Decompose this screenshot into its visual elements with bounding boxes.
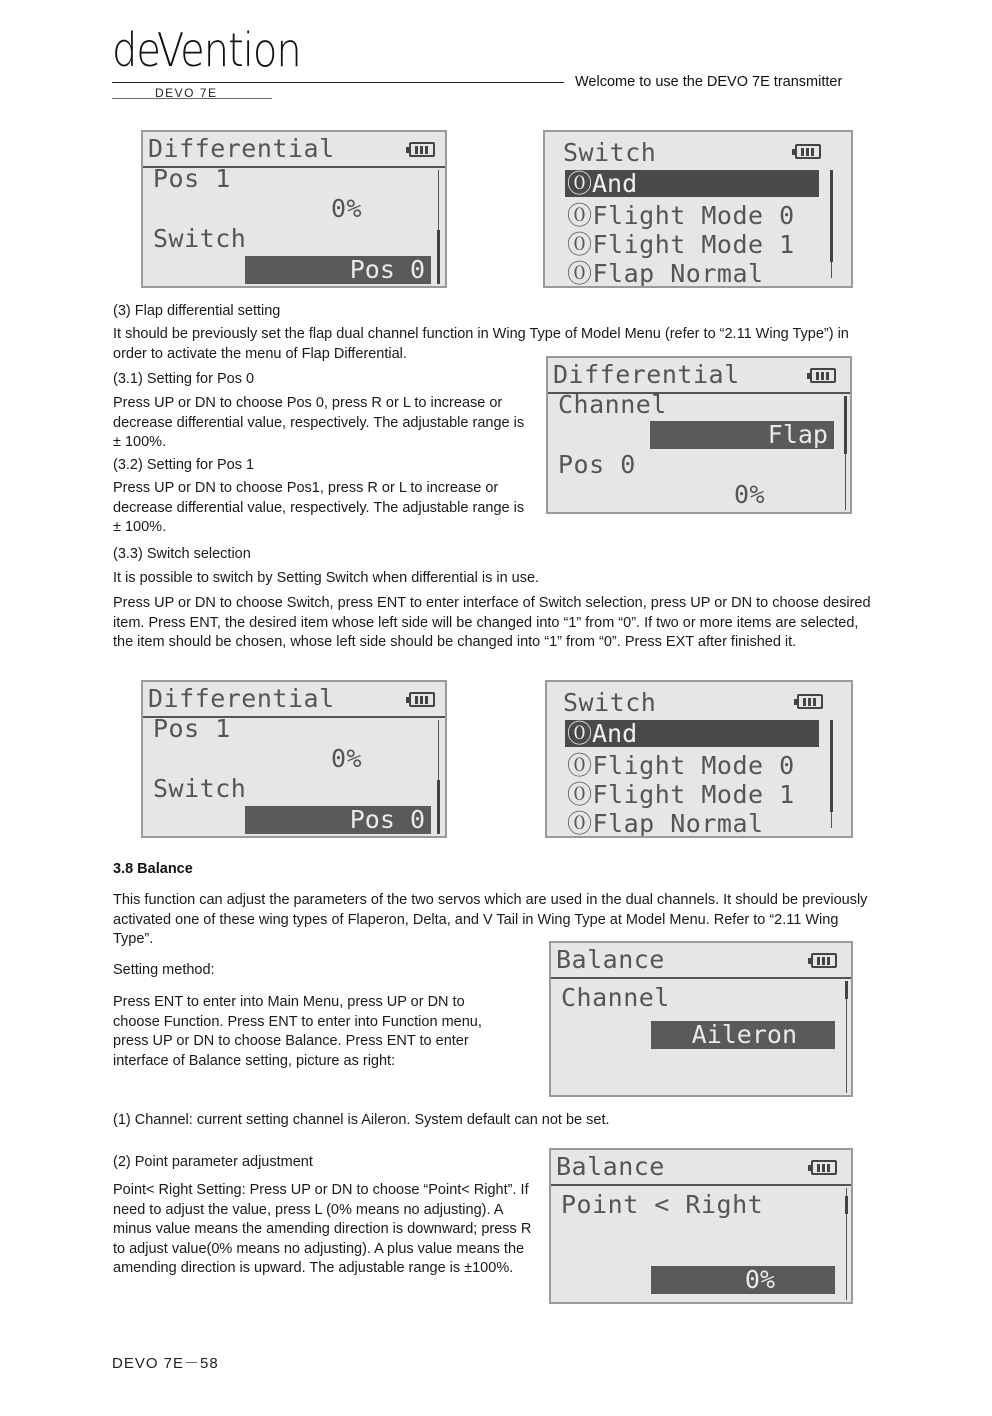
lcd-value: 0% <box>331 744 363 773</box>
lcd-value: 0% <box>331 194 363 223</box>
section-3-8-intro: This function can adjust the parameters of the two servos which are used in the dual channels. It should be previously activated one of these wing types of Flaperon, Delta, and V Tail in Wing Type at Model Menu. Refer to “2.11 Wing Type”. <box>113 892 868 947</box>
lcd-row-switch: Switch <box>153 774 247 803</box>
section-3-title: (3) Flap differential setting <box>113 303 281 319</box>
header-rule <box>112 82 564 83</box>
scrollbar-thumb <box>844 396 847 454</box>
lcd-row-channel: Channel <box>561 983 670 1012</box>
switch-item-flight-mode-1: ⓪Flight Mode 1 <box>567 780 795 809</box>
section-3-3-p1: It is possible to switch by Setting Switch when differential is in use. <box>113 570 540 586</box>
scrollbar-thumb <box>830 170 833 262</box>
switch-item-flap-normal: ⓪Flap Normal <box>567 809 764 838</box>
lcd-row-pos0: Pos 0 <box>558 450 636 479</box>
section-3-2-title: (3.2) Setting for Pos 1 <box>113 457 255 473</box>
page-number: DEVO 7E－58 <box>112 1355 219 1372</box>
section-3-1-body: Press UP or DN to choose Pos 0, press R or L to increase or decrease differential value, respectively. The adjustable range is ± 100%. <box>113 395 525 450</box>
section-3-intro: It should be previously set the flap dual channel function in Wing Type of Model Menu (refer to “2.11 Wing Type”) in order to activate the menu of Flap Differential. <box>113 326 849 362</box>
lcd-balance-point <box>549 1148 853 1304</box>
section-3-8-title: 3.8 Balance <box>113 861 193 877</box>
battery-icon <box>409 692 435 707</box>
scrollbar-thumb <box>845 1196 848 1214</box>
battery-icon <box>810 368 836 383</box>
channel-note: (1) Channel: current setting channel is Aileron. System default can not be set. <box>113 1112 610 1128</box>
switch-item-flight-mode-0: ⓪Flight Mode 0 <box>567 201 795 230</box>
point-adjustment-title: (2) Point parameter adjustment <box>113 1154 313 1170</box>
brand-logo: deVention <box>112 24 301 78</box>
lcd-title: Differential <box>148 134 335 163</box>
lcd-title: Switch <box>563 138 657 167</box>
lcd-title: Differential <box>148 684 335 713</box>
lcd-differential-pos1-bottom <box>141 680 447 838</box>
lcd-title: Balance <box>556 945 665 974</box>
setting-method-label: Setting method: <box>113 962 215 978</box>
lcd-selected-channel: Aileron <box>651 1021 835 1049</box>
battery-icon <box>409 142 435 157</box>
section-3-3-p2: Press UP or DN to choose Switch, press ENT to enter interface of Switch selection, press UP or DN to choose desired item. Press ENT, the desired item whose left side will be changed into “1” from “0”. If two or more items are selected, the item should be chosen, whose left side should be changed into “1” from “0”. Press EXT after finished it. <box>113 595 871 650</box>
lcd-switch-bottom <box>545 680 853 838</box>
lcd-switch-top <box>543 130 853 288</box>
point-adjustment-body: Point< Right Setting: Press UP or DN to choose “Point< Right”. If need to adjust the value, press L (0% means no adjusting). A minus value means the amending direction is downward; press R to adjust value(0% means no adjusting). A plus value means the amending direction is upward. The adjustable range is ±100%. <box>113 1182 532 1276</box>
lcd-title-rule <box>551 977 851 979</box>
lcd-title: Balance <box>556 1152 665 1181</box>
lcd-differential-channel <box>546 356 852 514</box>
header-welcome: Welcome to use the DEVO 7E transmitter <box>575 74 843 90</box>
section-3-1-title: (3.1) Setting for Pos 0 <box>113 371 255 387</box>
battery-icon <box>811 1160 837 1175</box>
lcd-differential-pos1-top <box>141 130 447 288</box>
switch-item-and: ⓪And <box>565 170 819 197</box>
switch-item-flight-mode-1: ⓪Flight Mode 1 <box>567 230 795 259</box>
switch-item-and: ⓪And <box>565 720 819 747</box>
battery-icon <box>795 144 821 159</box>
scrollbar-thumb <box>437 230 440 284</box>
lcd-selected-channel: Flap <box>650 421 834 449</box>
battery-icon <box>797 694 823 709</box>
lcd-row-point-right: Point < Right <box>561 1190 764 1219</box>
lcd-title: Switch <box>563 688 657 717</box>
lcd-title: Differential <box>553 360 740 389</box>
lcd-selected-value: Pos 0 <box>245 256 431 284</box>
lcd-balance-channel <box>549 941 853 1097</box>
lcd-title-rule <box>551 1184 851 1186</box>
lcd-value: 0% <box>734 480 766 509</box>
scrollbar-thumb <box>437 780 440 834</box>
model-name: DEVO 7E <box>155 86 218 100</box>
lcd-selected-value: 0% <box>651 1266 835 1294</box>
battery-icon <box>811 953 837 968</box>
switch-item-flight-mode-0: ⓪Flight Mode 0 <box>567 751 795 780</box>
section-3-2-body: Press UP or DN to choose Pos1, press R or L to increase or decrease differential value, respectively. The adjustable range is ± 100%. <box>113 480 525 535</box>
lcd-row-switch: Switch <box>153 224 247 253</box>
setting-method-body: Press ENT to enter into Main Menu, press UP or DN to choose Function. Press ENT to enter into Function menu, press UP or DN to choose Balance. Press ENT to enter interface of Balance setting, picture as right: <box>113 994 482 1069</box>
lcd-row-channel: Channel <box>558 390 667 419</box>
lcd-selected-value: Pos 0 <box>245 806 431 834</box>
switch-item-flap-normal: ⓪Flap Normal <box>567 259 764 288</box>
lcd-row-pos1: Pos 1 <box>153 164 231 193</box>
scrollbar-thumb <box>845 981 848 999</box>
scrollbar-thumb <box>830 720 833 812</box>
section-3-3-title: (3.3) Switch selection <box>113 546 251 562</box>
lcd-row-pos1: Pos 1 <box>153 714 231 743</box>
